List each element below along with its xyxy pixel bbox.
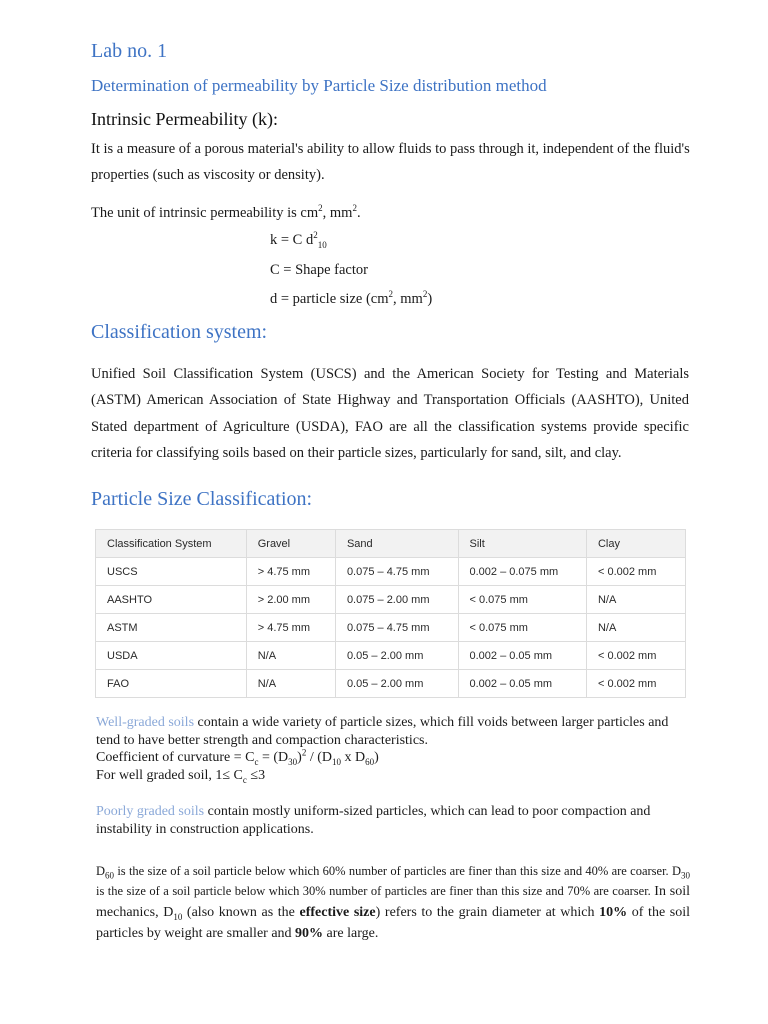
particle-size-heading: Particle Size Classification: — [91, 488, 313, 510]
table-header-row — [96, 530, 686, 558]
table-cell: < 0.002 mm — [586, 558, 685, 586]
coefficient-of-curvature: Coefficient of curvature = $C_c = (D_{30})^2 / (D_{10}$ x $D_{60}$) — [96, 747, 379, 767]
classification-paragraph: Unified Soil Classification System (USCS) and the American Society for Testing and Materials (ASTM) American Association of State Highway and Transportation Officials (AASHTO), United Stated department of Agriculture (USDA), FAO are all the classification systems provide specific criteria for classifying soils based on their particle sizes, particularly for sand, silt, and clay. — [91, 366, 689, 461]
table-cell: 0.075 – 4.75 mm — [335, 558, 458, 586]
table-cell: USDA — [96, 642, 247, 670]
table-cell: < 0.002 mm — [586, 642, 685, 670]
table-cell: > 4.75 mm — [246, 558, 335, 586]
table-cell: USCS — [96, 558, 247, 586]
table-cell: < 0.075 mm — [458, 614, 586, 642]
table-cell: 0.002 – 0.075 mm — [458, 558, 586, 586]
table-cell: 0.05 – 2.00 mm — [335, 642, 458, 670]
table-cell: < 0.002 mm — [586, 670, 685, 698]
well-graded-term: Well-graded soils — [96, 715, 195, 730]
table-cell: AASHTO — [96, 586, 247, 614]
table-cell: 0.075 – 4.75 mm — [335, 614, 458, 642]
intrinsic-heading: Intrinsic Permeability (k): — [91, 109, 278, 129]
particle-size-line: d = particle size ($cm^2$, $mm^2$) — [270, 289, 433, 307]
table-cell: < 0.075 mm — [458, 586, 586, 614]
classification-heading: Classification system: — [91, 321, 268, 343]
particle-size-table — [95, 529, 686, 698]
table-cell: 0.05 – 2.00 mm — [335, 670, 458, 698]
table-cell: N/A — [246, 670, 335, 698]
table-cell: > 2.00 mm — [246, 586, 335, 614]
table-cell: FAO — [96, 670, 247, 698]
table-row — [96, 670, 686, 698]
table-header-cell: Classification System — [96, 530, 247, 558]
table-cell: ASTM — [96, 614, 247, 642]
table-cell: N/A — [246, 642, 335, 670]
table-cell: > 4.75 mm — [246, 614, 335, 642]
table-row — [96, 558, 686, 586]
table-header-cell: Silt — [458, 530, 586, 558]
shape-factor-line: C = Shape factor — [270, 262, 368, 278]
table-header-cell: Gravel — [246, 530, 335, 558]
table-row — [96, 642, 686, 670]
table-cell: 0.002 – 0.05 mm — [458, 670, 586, 698]
table-header-cell: Sand — [335, 530, 458, 558]
intrinsic-unit: The unit of intrinsic permeability is $cm^2$, $mm^2$. — [91, 203, 361, 221]
well-graded-condition: For well graded soil, $1\le C_c \le 3$ — [96, 767, 266, 785]
effective-size-term: effective size — [299, 905, 376, 920]
definitions-paragraph: $D_{60}$ is the size of a soil particle below which 60% number of particles are finer than this size and 40% are coarser. $D_{30}$ is the size of a soil particle below which 30% number of particles are finer than this size and 70% are coarser. In soil mechanics, $D_{10}$ (also known as the effective size) refers to the grain diameter at which 10% of the soil particles by weight are smaller and 90% are large. — [96, 864, 691, 941]
poorly-graded-term: Poorly graded soils — [96, 804, 205, 819]
table-cell: N/A — [586, 614, 685, 642]
poorly-graded-paragraph: Poorly graded soils contain mostly uniform-sized particles, which can lead to poor compaction and instability in construction applications. — [96, 804, 651, 837]
permeability-formula: k = C $d^2_{10}$ — [270, 230, 327, 250]
table-cell: N/A — [586, 586, 685, 614]
intrinsic-definition: It is a measure of a porous material's ability to allow fluids to pass through it, independent of the fluid's properties (such as viscosity or density). — [91, 141, 690, 183]
lab-title: Lab no. 1 — [91, 40, 168, 62]
table-cell: 0.002 – 0.05 mm — [458, 642, 586, 670]
well-graded-paragraph: Well-graded soils contain a wide variety of particle sizes, which fill voids between larger particles and tend to have better strength and compaction characteristics. Coefficient of curvature = $C_c = (D_{30})^2 / (D_{10}$ x $D_{60}$) For well graded soil, $1\le C_c \le 3$ — [96, 715, 669, 785]
table-cell: 0.075 – 2.00 mm — [335, 586, 458, 614]
table-row — [96, 614, 686, 642]
table-header-cell: Clay — [586, 530, 685, 558]
table-row — [96, 586, 686, 614]
page-subtitle: Determination of permeability by Particle Size distribution method — [91, 76, 547, 95]
